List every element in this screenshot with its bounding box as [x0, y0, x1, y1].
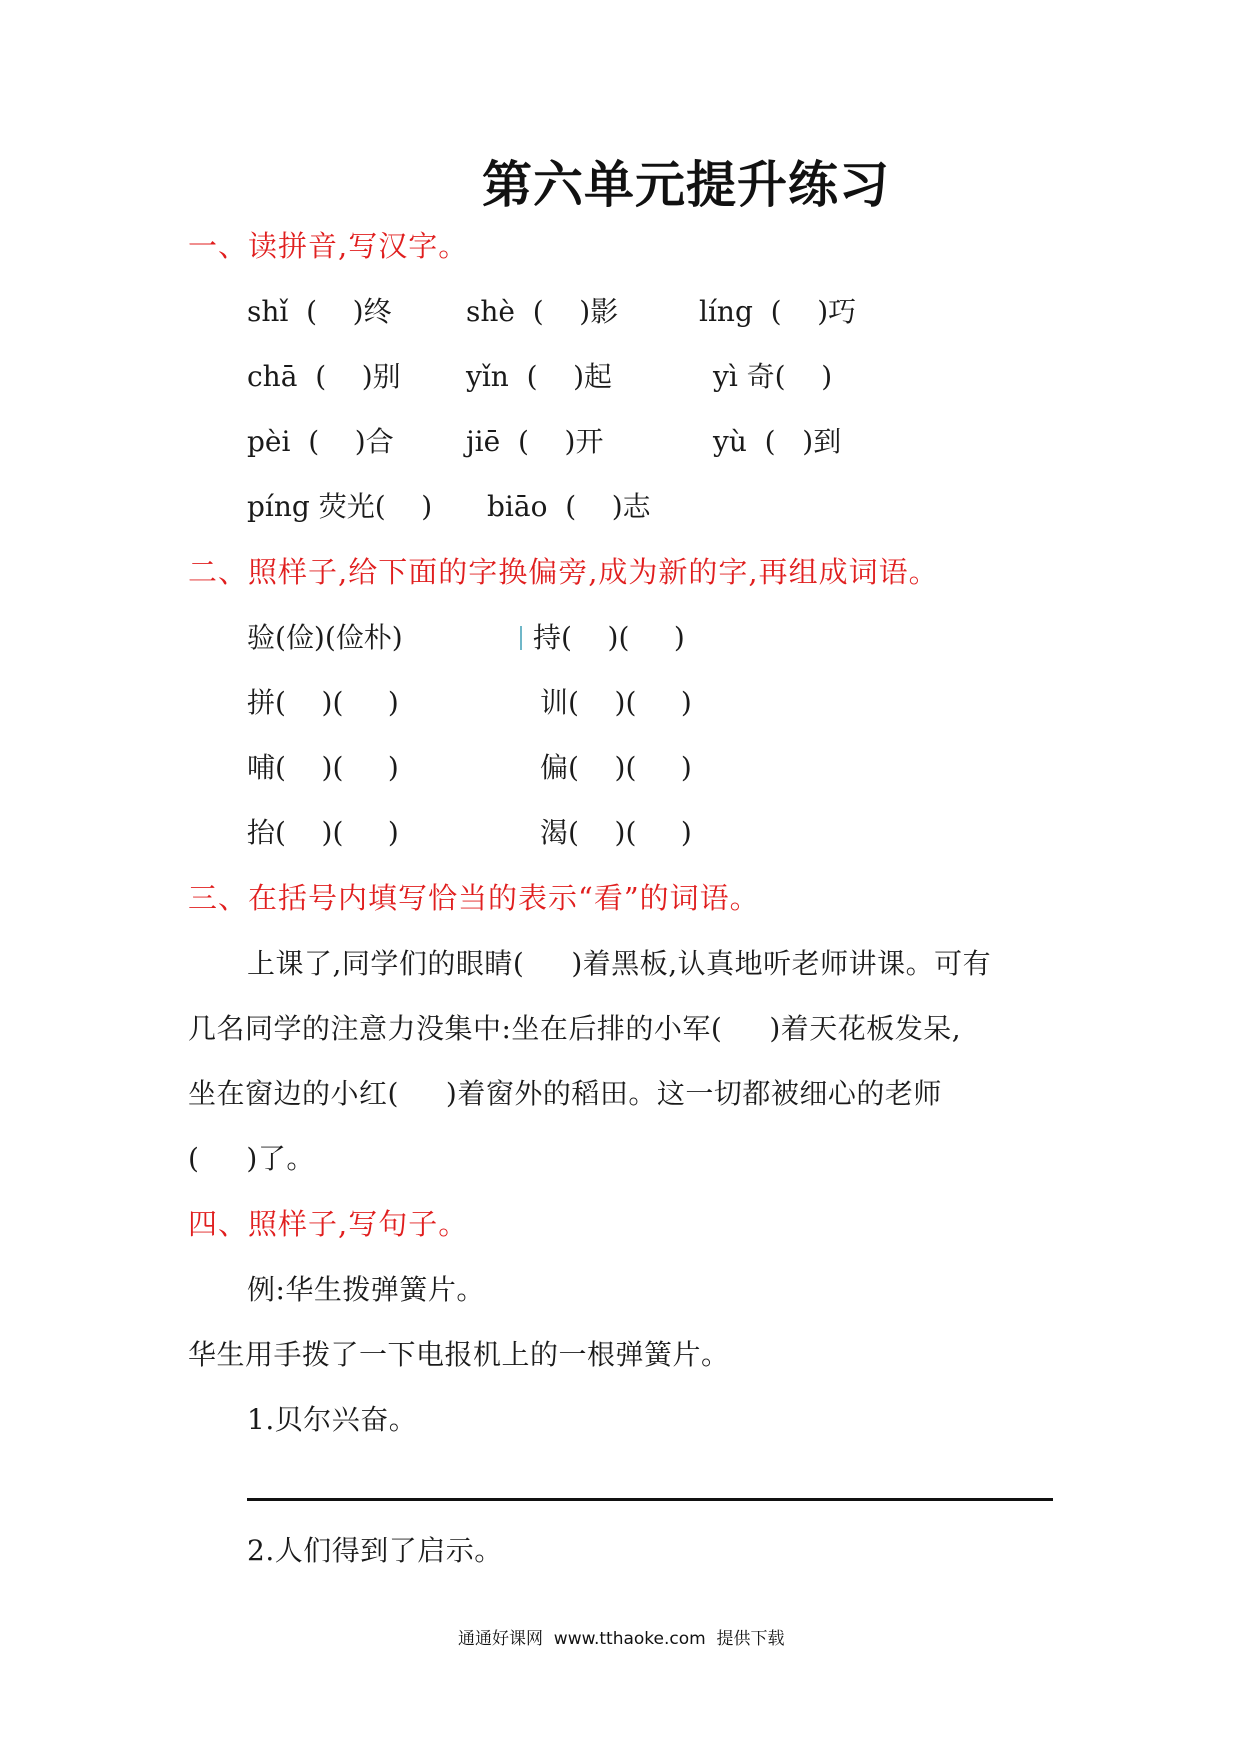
example-answer: 华生用手拨了一下电报机上的一根弹簧片。	[188, 1338, 730, 1371]
radical-item: 训( )( )	[540, 686, 692, 719]
radical-item: 拼( )( )	[247, 686, 399, 719]
answer-line	[247, 1498, 1053, 1501]
pinyin-item: píng 荧光( )	[247, 490, 433, 523]
pinyin-item: yǐn ( )起	[466, 360, 613, 393]
example-sentence: 例:华生拨弹簧片。	[247, 1273, 485, 1306]
exercise-item: 1.贝尔兴奋。	[247, 1403, 418, 1436]
pinyin-item: biāo ( )志	[487, 490, 651, 523]
paragraph-line: ( )了。	[188, 1142, 315, 1175]
pinyin-item: shè ( )影	[466, 295, 619, 328]
paragraph-line: 几名同学的注意力没集中:坐在后排的小军( )着天花板发呆,	[188, 1012, 962, 1045]
radical-item: 持( )( )	[533, 621, 685, 654]
radical-item: 验(俭)(俭朴)	[247, 621, 403, 654]
text-cursor	[520, 626, 522, 650]
radical-item: 渴( )( )	[540, 816, 692, 849]
paragraph-line: 坐在窗边的小红( )着窗外的稻田。这一切都被细心的老师	[188, 1077, 942, 1110]
pinyin-item: líng ( )巧	[699, 295, 857, 328]
pinyin-item: shǐ ( )终	[247, 295, 392, 328]
pinyin-item: pèi ( )合	[247, 425, 394, 458]
page-title: 第六单元提升练习	[482, 155, 890, 214]
radical-item: 抬( )( )	[247, 816, 399, 849]
section-3-heading: 三、在括号内填写恰当的表示“看”的词语。	[188, 881, 760, 915]
pinyin-item: chā ( )别	[247, 360, 401, 393]
paragraph-line: 上课了,同学们的眼睛( )着黑板,认真地听老师讲课。可有	[247, 947, 992, 980]
pinyin-item: yù ( )到	[713, 425, 842, 458]
section-4-heading: 四、照样子,写句子。	[188, 1207, 469, 1241]
pinyin-item: jiē ( )开	[466, 425, 604, 458]
section-2-heading: 二、照样子,给下面的字换偏旁,成为新的字,再组成词语。	[188, 555, 939, 589]
exercise-item: 2.人们得到了启示。	[247, 1534, 503, 1567]
radical-item: 偏( )( )	[540, 751, 692, 784]
radical-item: 哺( )( )	[247, 751, 399, 784]
section-1-heading: 一、读拼音,写汉字。	[188, 229, 469, 263]
page-footer: 通通好课网 www.tthaoke.com 提供下载	[458, 1629, 785, 1649]
pinyin-item: yì 奇( )	[713, 360, 833, 393]
